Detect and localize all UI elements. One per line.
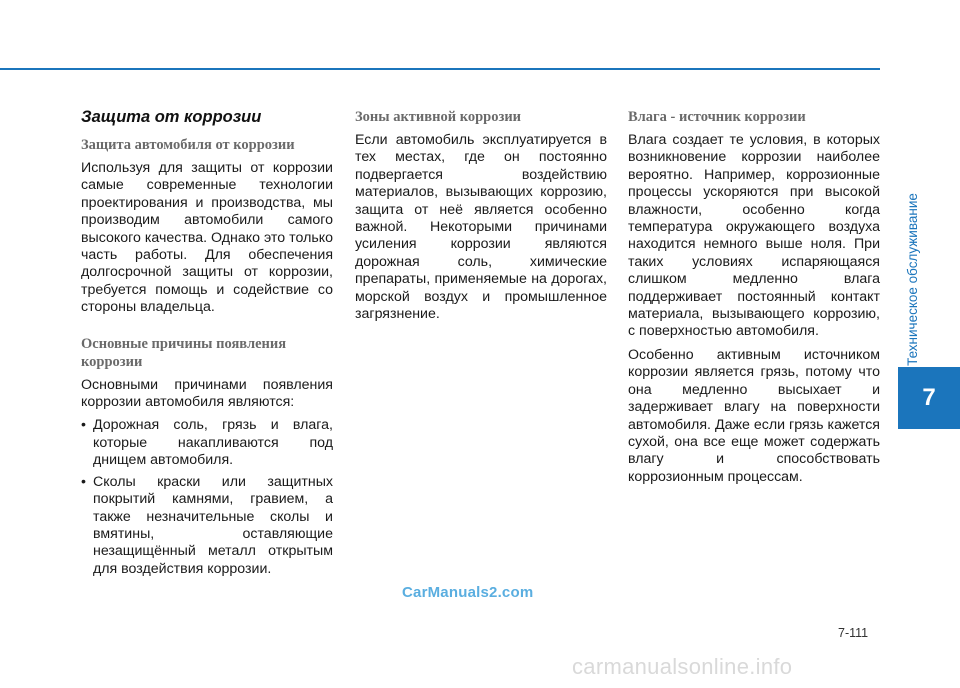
heading-active-zones: Зоны активной коррозии [355,109,522,125]
bullet-icon: • [81,417,86,434]
paragraph-active-zones: Если автомобиль эксплуатируется в тех местах, где он постоянно подвергается воздействию материалов, вызывающих коррозию, защита от неё является особенно важной. Некоторыми причинами усиления коррозии являются дорожная соль, химические препараты, применяемые на дорогах, морской воздух и промышленное загрязнение. [355,132,607,323]
section-title: Защита от коррозии [81,108,262,126]
chapter-side-label-text: Техническое обслуживание [904,192,920,366]
column-right [628,108,880,492]
bullet-icon: • [81,473,86,490]
watermark-footer: carmanualsonline.info [572,654,793,679]
heading-main-causes: Основные причины появления коррозии [81,335,287,370]
column-left [81,108,333,582]
heading-vehicle-protection: Защита автомобиля от коррозии [81,137,295,153]
list-item [81,417,333,469]
paragraph-causes-intro: Основными причинами появления коррозии автомобиля являются: [81,376,333,411]
chapter-tab: 7 [898,367,960,429]
column-middle [355,108,607,329]
heading-moisture: Влага - источник коррозии [628,109,806,125]
list-item-text: Дорожная соль, грязь и влага, которые накапливаются под днищем автомобиля. [93,417,333,469]
causes-list [81,417,333,578]
page-number: 7-111 [838,626,869,640]
watermark-carmanuals: CarManuals2.com [402,584,534,601]
chapter-side-label [902,184,922,374]
list-item-text: Сколы краски или защитных покрытий камнями, гравием, а также незначительные сколы и вмятины, оставляющие незащищённый металл открытым для воздействия коррозии. [93,473,333,577]
paragraph-moisture: Влага создает те условия, в которых возникновение коррозии наиболее вероятно. Например, коррозионные процессы ускоряются при высокой влажности, особенно когда температура окружающего воздуха находится немного выше ноля. При таких условиях испаряющаяся слишком медленно влага поддерживает постоянный контакт материала, вызывающего коррозию, с поверхностью автомобиля. [628,132,880,340]
paragraph-dirt: Особенно активным источником коррозии является грязь, потому что она медленно высыхает и задерживает влагу на поверхности автомобиля. Даже если грязь кажется сухой, она все еще может содержать влагу и способствовать коррозионным процессам. [628,346,880,485]
paragraph-protection: Используя для защиты от коррозии самые современные технологии проектирования и производства, мы производим автомобили самого высокого качества. Однако это только часть работы. Для обеспечения долгосрочной защиты от коррозии, требуется помощь и содействие со стороны владельца. [81,160,333,316]
header-rule [0,68,880,70]
list-item [81,474,333,578]
